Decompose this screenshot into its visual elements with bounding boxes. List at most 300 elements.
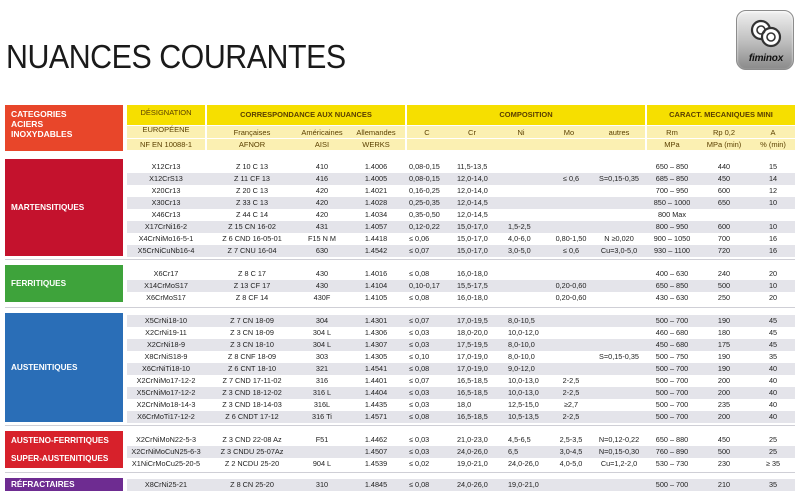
cell-rp02: 200 (717, 388, 731, 397)
cell-werks: 1.4028 (364, 198, 388, 207)
cell-comp-autres (593, 268, 645, 280)
table-row (127, 280, 795, 292)
table-row (127, 292, 795, 304)
cell-comp-c: ≤ 0,03 (409, 435, 430, 444)
cell-rp02: 720 (717, 246, 731, 255)
cell-aisi: 316 Ti (312, 412, 332, 421)
cell-comp-autres (593, 327, 645, 339)
cell-rm: 500 – 700 (655, 376, 689, 385)
cell-comp-mo (547, 327, 595, 339)
cell-comp-cr: 17,0-19,5 (457, 316, 488, 325)
cell-comp-c: ≤ 0,03 (409, 388, 430, 397)
cell-comp-cr: 17,5-19,5 (457, 340, 488, 349)
cell-aisi: 420 (315, 210, 329, 219)
cell-rp02: 175 (717, 340, 731, 349)
meca-unit-rp: MPa (min) (706, 140, 742, 149)
categories-title-line-1: CATEGORIES (11, 109, 67, 119)
cell-werks: 1.4307 (364, 340, 388, 349)
table-row (127, 268, 795, 280)
section-austenitic (5, 313, 123, 422)
table-row (127, 375, 795, 387)
cell-afnor: Z 8 CF 14 (235, 293, 269, 302)
cell-rm: 500 – 700 (655, 400, 689, 409)
cell-comp-autres (593, 292, 645, 304)
cell-aisi: 321 (315, 364, 329, 373)
table-row (127, 387, 795, 399)
correspondance-title: CORRESPONDANCE AUX NUANCES (240, 110, 372, 119)
cell-comp-autres: N ≥0,020 (604, 234, 634, 243)
cell-rm: 900 – 1050 (653, 234, 691, 243)
cell-comp-c: ≤ 0,08 (409, 269, 430, 278)
cell-aisi: 304 L (312, 340, 332, 349)
cell-aisi: 420 (315, 198, 329, 207)
section-martensitic (5, 159, 123, 256)
logo-wordmark: fiminox (748, 53, 784, 64)
cell-rm: 800 Max (658, 210, 686, 219)
cell-comp-ni: 4,0-6,0 (508, 234, 531, 243)
cell-comp-c: 0,16-0,25 (409, 186, 440, 195)
section-label-refractory: RÉFRACTAIRES (11, 480, 75, 489)
cell-comp-ni: 10,5-13,5 (508, 412, 539, 421)
cell-comp-c: ≤ 0,02 (409, 459, 430, 468)
comp-col-autres: autres (608, 128, 630, 137)
cell-afnor: Z 3 CNDU 25-07Az (220, 447, 284, 456)
cell-elongation: 16 (768, 234, 778, 243)
cell-aisi: 303 (315, 352, 329, 361)
cell-rm: 460 – 680 (655, 328, 689, 337)
cell-comp-autres: S=0,15-0,35 (599, 352, 639, 361)
cell-comp-cr: 16,0-18,0 (457, 269, 488, 278)
cell-rp02: 500 (717, 281, 731, 290)
cell-comp-ni: 24,0-26,0 (508, 459, 539, 468)
cell-comp-autres (593, 185, 645, 197)
cell-werks: 1.4435 (364, 400, 388, 409)
cell-designation: X20Cr13 (151, 186, 181, 195)
cell-rm: 760 – 890 (655, 447, 689, 456)
cell-rm: 500 – 700 (655, 388, 689, 397)
comp-col-mo: Mo (563, 128, 575, 137)
meca-title: CARACT. MECANIQUES MINI (669, 110, 773, 119)
cell-comp-c: 0,35-0,50 (409, 210, 440, 219)
cell-comp-ni: 8,0-10,0 (508, 352, 535, 361)
cell-rp02: 650 (717, 198, 731, 207)
cell-werks: 1.4301 (364, 316, 388, 325)
cell-comp-cr: 12,0-14,0 (457, 174, 488, 183)
cell-werks: 1.4404 (364, 388, 388, 397)
cell-rm: 500 – 700 (655, 316, 689, 325)
cell-elongation: 10 (768, 198, 778, 207)
cell-comp-cr: 15,0-17,0 (457, 246, 488, 255)
cell-comp-cr: 16,5-18,5 (457, 388, 488, 397)
cell-elongation: 20 (768, 293, 778, 302)
cell-rp02: 450 (717, 174, 731, 183)
aisi-label: AISI (314, 140, 330, 149)
cell-rp02: 200 (717, 376, 731, 385)
cell-designation: X2CrNiMo18-14-3 (136, 400, 196, 409)
cell-afnor: Z 20 C 13 (235, 186, 269, 195)
cell-afnor: Z 7 CND 17-11-02 (222, 376, 282, 385)
cell-comp-ni: 10,0-13,0 (508, 388, 539, 397)
table-row (127, 446, 795, 458)
composition-title: COMPOSITION (499, 110, 553, 119)
cell-comp-mo: 3,0-4,5 (559, 447, 583, 456)
cell-comp-mo: ≥2,7 (563, 400, 579, 409)
cell-comp-c: 0,12-0,22 (409, 222, 440, 231)
cell-rp02: 190 (717, 352, 731, 361)
cell-comp-c: ≤ 0,07 (409, 246, 430, 255)
fiminox-rings-icon (749, 17, 783, 51)
cell-rp02: 200 (717, 412, 731, 421)
table-row (127, 411, 795, 423)
cell-aisi: 410 (315, 162, 329, 171)
cell-rm: 400 – 630 (655, 269, 689, 278)
cell-elongation: 15 (768, 162, 778, 171)
cell-afnor: Z 3 CND 22-08 Az (222, 435, 282, 444)
cell-werks: 1.4418 (364, 234, 388, 243)
cell-comp-c: ≤ 0,07 (409, 376, 430, 385)
cell-aisi: 416 (315, 174, 329, 183)
cell-comp-c: ≤ 0,03 (409, 340, 430, 349)
designation-norm: NF EN 10088-1 (139, 140, 193, 149)
meca-col-a: A (770, 128, 776, 137)
meca-unit-rm: MPa (664, 140, 680, 149)
cell-comp-ni: 4,5-6,5 (508, 435, 531, 444)
categories-title-line-3: INOXYDABLES (11, 129, 73, 139)
cell-elongation: 40 (768, 364, 778, 373)
cell-afnor: Z 44 C 14 (235, 210, 269, 219)
cell-aisi: 431 (315, 222, 329, 231)
section-label-austenitic: AUSTENITIQUES (11, 363, 78, 372)
cell-designation: X2CrNiMoCuN25-6-3 (131, 447, 201, 456)
cell-designation: X5CrNiCuNb16-4 (137, 246, 195, 255)
cell-comp-mo: 2-2,5 (562, 412, 580, 421)
cell-comp-c: ≤ 0,07 (409, 316, 430, 325)
cell-designation: X12CrS13 (149, 174, 183, 183)
cell-comp-autres (593, 197, 645, 209)
cell-afnor: Z 11 CF 13 (234, 174, 270, 183)
cell-comp-mo: ≤ 0,6 (562, 174, 580, 183)
cell-comp-mo: 2-2,5 (562, 388, 580, 397)
cell-comp-mo (547, 197, 595, 209)
comp-col-cr: Cr (468, 128, 476, 137)
cell-elongation: 12 (768, 186, 778, 195)
group-separator (5, 259, 795, 260)
cell-comp-c: ≤ 0,10 (409, 352, 430, 361)
section-ferritic (5, 265, 123, 302)
cell-comp-cr: 16,5-18,5 (457, 376, 488, 385)
cell-designation: X2CrNiMoN22-5-3 (135, 435, 196, 444)
group-separator (5, 425, 795, 426)
cell-werks: 1.4005 (364, 174, 388, 183)
cell-rp02: 235 (717, 400, 731, 409)
cell-werks: 1.4541 (364, 364, 388, 373)
cell-werks: 1.4034 (364, 210, 388, 219)
cell-comp-mo (547, 209, 595, 221)
cell-designation: X5CrNiMo17-12-2 (136, 388, 196, 397)
table-row (127, 434, 795, 446)
cell-elongation: 40 (768, 400, 778, 409)
cell-comp-ni: 1,5-2,5 (508, 222, 531, 231)
cell-comp-cr: 18,0-20,0 (457, 328, 488, 337)
cell-afnor: Z 8 CNF 18-09 (227, 352, 277, 361)
cell-comp-autres (593, 209, 645, 221)
cell-comp-mo (547, 351, 595, 363)
cell-afnor: Z 6 CNDT 17-12 (225, 412, 279, 421)
table-row (127, 173, 795, 185)
cell-elongation: 40 (768, 376, 778, 385)
section-refractory (5, 478, 123, 491)
table-row (127, 245, 795, 257)
cell-afnor: Z 6 CNT 18-10 (227, 364, 277, 373)
cell-comp-cr: 15,0-17,0 (457, 222, 488, 231)
cell-werks: 1.4104 (364, 281, 388, 290)
table-row (127, 351, 795, 363)
cell-comp-autres (593, 375, 645, 387)
cell-comp-autres (593, 363, 645, 375)
cell-comp-autres: N=0,12-0,22 (598, 435, 640, 444)
cell-comp-mo (547, 479, 595, 491)
cell-designation: X8CrNi25-21 (144, 480, 188, 489)
table-row (127, 197, 795, 209)
cell-rm: 530 – 730 (655, 459, 689, 468)
cell-designation: X12Cr13 (151, 162, 181, 171)
cell-comp-c: ≤ 0,03 (409, 447, 430, 456)
cell-rm: 500 – 750 (655, 352, 689, 361)
cell-comp-cr: 15,5-17,5 (457, 281, 488, 290)
cell-comp-cr: 12,0-14,5 (457, 210, 488, 219)
section-austeno-ferritic (5, 431, 123, 468)
cell-elongation: 20 (768, 269, 778, 278)
composition-norm-bg (407, 139, 645, 150)
cell-comp-cr: 11,5-13,5 (457, 162, 488, 171)
cell-comp-c: ≤ 0,03 (409, 328, 430, 337)
cell-rm: 800 – 950 (655, 222, 689, 231)
cell-rm: 650 – 880 (655, 435, 689, 444)
cell-elongation (751, 209, 795, 221)
cell-afnor: Z 15 CN 16-02 (228, 222, 276, 231)
cell-comp-ni: 12,5-15,0 (508, 400, 539, 409)
cell-comp-cr: 12,0-14,5 (457, 198, 488, 207)
cell-comp-ni: 6,5 (508, 447, 519, 456)
cell-afnor: Z 6 CND 16-05-01 (222, 234, 282, 243)
cell-aisi: 430 (315, 281, 329, 290)
cell-aisi: 430F (313, 293, 331, 302)
cell-comp-autres: S=0,15-0,35 (599, 174, 639, 183)
table-row (127, 479, 795, 491)
cell-werks: 1.4542 (364, 246, 388, 255)
cell-comp-autres (593, 411, 645, 423)
cell-designation: X30Cr13 (151, 198, 181, 207)
cell-comp-cr: 24,0-26,0 (457, 480, 488, 489)
cell-comp-ni: 8,0-10,0 (508, 340, 535, 349)
cell-aisi: 904 L (312, 459, 332, 468)
cell-comp-autres (593, 399, 645, 411)
table-row (127, 458, 795, 470)
cell-rp02: 450 (717, 435, 731, 444)
cell-comp-mo: ≤ 0,6 (562, 246, 580, 255)
cell-comp-c: ≤ 0,06 (409, 234, 430, 243)
cell-comp-cr: 19,0-21,0 (457, 459, 488, 468)
designation-title (127, 108, 205, 134)
cell-rp02: 250 (717, 293, 731, 302)
cell-rm: 650 – 850 (655, 281, 689, 290)
cell-designation: X4CrNiMo16-5-1 (138, 234, 194, 243)
cell-rp02: 240 (717, 269, 731, 278)
section-label-ferritic: FERRITIQUES (11, 279, 67, 288)
categories-title-line-2: ACIERS (11, 119, 44, 129)
cell-elongation: 14 (768, 174, 778, 183)
cell-aisi: 430 (315, 269, 329, 278)
cell-designation: X2CrNi19-11 (145, 328, 187, 337)
cell-comp-cr: 24,0-26,0 (457, 447, 488, 456)
cell-werks: 1.4571 (364, 412, 388, 421)
cell-comp-mo: 4,0-5,0 (559, 459, 583, 468)
cell-designation: X8CrNiS18-9 (144, 352, 188, 361)
cell-rm: 430 – 630 (655, 293, 689, 302)
cell-werks: 1.4006 (364, 162, 388, 171)
designation-title-line-1: DÉSIGNATION (140, 108, 192, 117)
allemandes-label: Allemandes (356, 128, 396, 137)
cell-comp-autres: Cu=1,2-2,0 (600, 459, 638, 468)
cell-rp02: 190 (717, 364, 731, 373)
table-row (127, 327, 795, 339)
cell-comp-mo: 2-2,5 (562, 376, 580, 385)
cell-rm: 500 – 700 (655, 364, 689, 373)
cell-rp02: 600 (717, 186, 731, 195)
cell-designation: X6CrMoS17 (146, 293, 186, 302)
cell-elongation: 45 (768, 340, 778, 349)
cell-comp-cr: 18,0 (457, 400, 472, 409)
cell-elongation: 40 (768, 388, 778, 397)
cell-rp02: 180 (717, 328, 731, 337)
cell-rp02: 440 (717, 162, 731, 171)
cell-aisi: 304 L (312, 328, 332, 337)
cell-designation: X5CrNi18-10 (144, 316, 188, 325)
cell-designation: X2CrNiMo17-12-2 (136, 376, 196, 385)
cell-comp-autres (593, 387, 645, 399)
cell-aisi: 420 (315, 186, 329, 195)
cell-rp02 (697, 209, 751, 221)
designation-title-line-2: EUROPÉENE (142, 125, 190, 134)
table-row (127, 399, 795, 411)
cell-afnor: Z 8 CN 25-20 (230, 480, 274, 489)
cell-rm: 850 – 1000 (653, 198, 691, 207)
cell-elongation: 25 (768, 447, 778, 456)
section-label-austeno-ferritic: AUSTENO-FERRITIQUES (11, 435, 109, 445)
cell-comp-mo (547, 315, 595, 327)
cell-comp-cr: 17,0-19,0 (457, 364, 488, 373)
werks-label: WERKS (362, 140, 390, 149)
cell-comp-mo: 2,5-3,5 (559, 435, 583, 444)
cell-aisi: 630 (315, 246, 329, 255)
cell-afnor: Z 2 NCDU 25-20 (224, 459, 280, 468)
cell-designation: X6Cr17 (153, 269, 179, 278)
cell-werks: 1.4306 (364, 328, 388, 337)
table-row (127, 161, 795, 173)
cell-rp02: 210 (717, 480, 731, 489)
table-row (127, 185, 795, 197)
cell-comp-ni: 9,0-12,0 (508, 364, 535, 373)
cell-comp-mo (547, 339, 595, 351)
cell-rm: 500 – 700 (655, 412, 689, 421)
section-label-super-austenitic: SUPER-AUSTENITIQUES (11, 454, 109, 464)
fiminox-logo (736, 10, 794, 70)
cell-comp-c: ≤ 0,08 (409, 480, 430, 489)
cell-comp-mo: 0,80-1,50 (555, 234, 587, 243)
cell-rp02: 190 (717, 316, 731, 325)
cell-werks: 1.4462 (364, 435, 388, 444)
table-row (127, 363, 795, 375)
cell-aisi: 304 (315, 316, 329, 325)
cell-comp-autres (593, 221, 645, 233)
cell-afnor: Z 3 CN 18-09 (230, 328, 274, 337)
cell-elongation: 35 (768, 480, 778, 489)
cell-designation: X1NiCrMoCu25-20-5 (131, 459, 201, 468)
cell-comp-autres (593, 161, 645, 173)
cell-aisi: 316L (313, 400, 331, 409)
cell-comp-mo: 0,20-0,60 (555, 281, 587, 290)
cell-elongation: ≥ 35 (765, 459, 781, 468)
cell-comp-cr: 16,0-18,0 (457, 293, 488, 302)
cell-werks: 1.4539 (364, 459, 388, 468)
cell-comp-c: 0,10-0,17 (409, 281, 440, 290)
cell-designation: X2CrNi18-9 (146, 340, 186, 349)
cell-rp02: 600 (717, 222, 731, 231)
cell-comp-ni: 10,0-12,0 (508, 328, 539, 337)
cell-comp-autres: N=0,15-0,30 (598, 447, 640, 456)
cell-comp-cr: 15,0-17,0 (457, 234, 488, 243)
cell-elongation: 16 (768, 246, 778, 255)
cell-elongation: 10 (768, 222, 778, 231)
cell-comp-cr: 12,0-14,0 (457, 186, 488, 195)
cell-afnor: Z 3 CND 18-14-03 (222, 400, 282, 409)
cell-afnor: Z 3 CN 18-10 (230, 340, 274, 349)
comp-col-c: C (424, 128, 430, 137)
cell-comp-mo (547, 161, 595, 173)
page-title: NUANCES COURANTES (6, 38, 346, 75)
cell-rp02: 500 (717, 447, 731, 456)
cell-comp-cr: 21,0-23,0 (457, 435, 488, 444)
afnor-label: AFNOR (238, 140, 266, 149)
cell-rm: 650 – 850 (655, 162, 689, 171)
meca-unit-a: % (min) (760, 140, 786, 149)
cell-designation: X14CrMoS17 (144, 281, 188, 290)
cell-designation: X6CrNiTi18-10 (142, 364, 190, 373)
table-row (127, 315, 795, 327)
cell-comp-autres: Cu=3,0-5,0 (600, 246, 638, 255)
cell-elongation: 25 (768, 435, 778, 444)
group-separator (5, 472, 795, 473)
cell-comp-mo: 0,20-0,60 (555, 293, 587, 302)
cell-comp-c: 0,08-0,15 (409, 174, 440, 183)
cell-aisi: 316 L (312, 388, 332, 397)
cell-comp-ni: 19,0-21,0 (508, 480, 539, 489)
francaises-label: Françaises (233, 128, 271, 137)
comp-col-ni: Ni (517, 128, 525, 137)
cell-afnor: Z 13 CF 17 (233, 281, 271, 290)
cell-designation: X46Cr13 (151, 210, 181, 219)
cell-comp-mo (547, 221, 595, 233)
cell-comp-autres (593, 315, 645, 327)
cell-aisi: 310 (315, 480, 329, 489)
table-row (127, 233, 795, 245)
cell-comp-ni: 3,0-5,0 (508, 246, 531, 255)
cell-werks: 1.4401 (364, 376, 388, 385)
cell-comp-autres (593, 339, 645, 351)
table-row (127, 209, 795, 221)
cell-comp-cr: 16,5-18,5 (457, 412, 488, 421)
cell-comp-ni: 8,0-10,5 (508, 316, 535, 325)
